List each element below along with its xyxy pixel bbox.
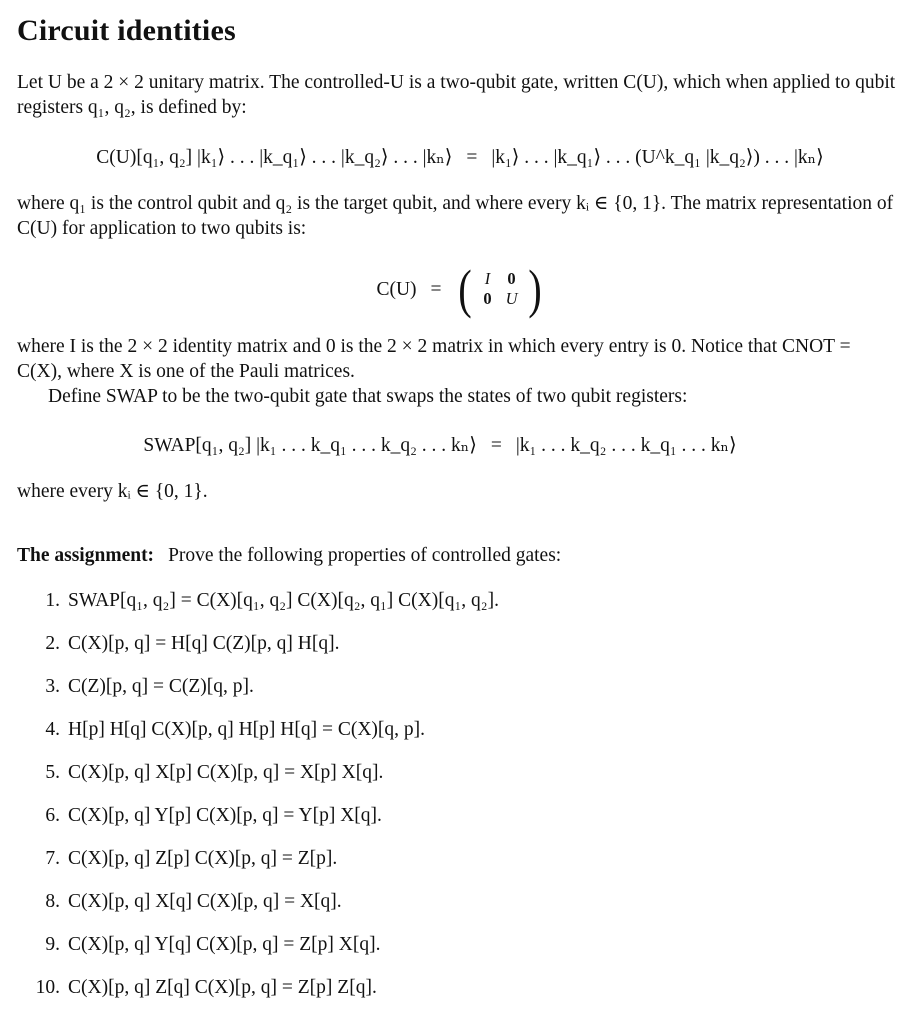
block-matrix: [456, 259, 544, 319]
item-number: 10.: [35, 977, 60, 998]
properties-list: [0, 588, 920, 1018]
assignment-heading: [17, 543, 561, 568]
control-target-paragraph: where q₁ is the control qubit and q₂ is the target qubit, and where every kᵢ ∈ {0, 1}. The matrix representation of C(U) for application to two qubits is:: [17, 193, 894, 239]
item-formula: C(X)[p, q] X[q] C(X)[p, q] = X[q].: [68, 891, 342, 912]
equation-rhs: |k₁⟩ . . . |k_q₁⟩ . . . (U^k_q₁ |k_q₂⟩) . . . |kₙ⟩: [491, 147, 824, 168]
identity-matrix-paragraph: where I is the 2 × 2 identity matrix and 0 is the 2 × 2 matrix in which every entry is 0. Notice that CNOT = C(X), where X is one of the Pauli matrices.: [17, 336, 851, 382]
list-item: [0, 889, 920, 932]
item-number: 7.: [45, 848, 60, 869]
item-number: 8.: [45, 891, 60, 912]
item-number: 9.: [45, 934, 60, 955]
matrix-cell: 0: [507, 269, 516, 288]
list-item: [0, 760, 920, 803]
matrix-cell: I: [484, 269, 491, 288]
list-item: [0, 631, 920, 674]
item-number: 6.: [45, 805, 60, 826]
list-item: [0, 588, 920, 631]
item-formula: C(X)[p, q] Y[p] C(X)[p, q] = Y[p] X[q].: [68, 805, 382, 826]
page-title: Circuit identities: [17, 14, 236, 47]
equation-relation: =: [466, 147, 478, 168]
swap-equation-rhs: |k₁ . . . k_q₂ . . . k_q₁ . . . kₙ⟩: [515, 435, 737, 456]
controlled-u-matrix-equation: [0, 259, 920, 319]
swap-definition-equation: [0, 433, 900, 458]
assignment-text: Prove the following properties of controlled gates:: [168, 545, 562, 566]
item-formula: C(X)[p, q] Z[q] C(X)[p, q] = Z[p] Z[q].: [68, 977, 377, 998]
item-formula: C(X)[p, q] Z[p] C(X)[p, q] = Z[p].: [68, 848, 338, 869]
left-paren: (: [457, 259, 472, 319]
item-number: 2.: [45, 633, 60, 654]
swap-definition-paragraph: Define SWAP to be the two-qubit gate that swaps the states of two qubit registers:: [48, 386, 688, 407]
list-item: [0, 717, 920, 760]
controlled-u-definition-equation: [0, 145, 920, 170]
equation-lhs: C(U)[q₁, q₂] |k₁⟩ . . . |k_q₁⟩ . . . |k_q₂⟩ . . . |kₙ⟩: [96, 147, 453, 168]
item-number: 5.: [45, 762, 60, 783]
list-item: [0, 674, 920, 717]
item-formula: H[p] H[q] C(X)[p, q] H[p] H[q] = C(X)[q, p].: [68, 719, 426, 740]
list-item: [0, 975, 920, 1018]
matrix-grid: [476, 269, 524, 309]
item-number: 4.: [45, 719, 60, 740]
matrix-cell: U: [505, 289, 518, 308]
swap-equation-lhs: SWAP[q₁, q₂] |k₁ . . . k_q₁ . . . k_q₂ . . . kₙ⟩: [143, 435, 477, 456]
matrix-equation-lhs: C(U): [376, 278, 417, 300]
item-formula: SWAP[q₁, q₂] = C(X)[q₁, q₂] C(X)[q₂, q₁] C(X)[q₁, q₂].: [68, 590, 499, 611]
item-formula: C(X)[p, q] = H[q] C(Z)[p, q] H[q].: [68, 633, 340, 654]
item-formula: C(X)[p, q] Y[q] C(X)[p, q] = Z[p] X[q].: [68, 934, 381, 955]
assignment-label: The assignment:: [17, 545, 155, 566]
matrix-cell: 0: [483, 289, 492, 308]
list-item: [0, 803, 920, 846]
swap-equation-relation: =: [490, 435, 502, 456]
list-item: [0, 932, 920, 975]
intro-paragraph: Let U be a 2 × 2 unitary matrix. The controlled-U is a two-qubit gate, written C(U), which when applied to qubit registers q₁, q₂, is defined by:: [17, 72, 896, 118]
matrix-equation-relation: =: [430, 278, 442, 300]
list-item: [0, 846, 920, 889]
item-number: 3.: [45, 676, 60, 697]
where-every-k-text: where every kᵢ ∈ {0, 1}.: [17, 481, 208, 502]
item-number: 1.: [45, 590, 60, 611]
item-formula: C(X)[p, q] X[p] C(X)[p, q] = X[p] X[q].: [68, 762, 384, 783]
item-formula: C(Z)[p, q] = C(Z)[q, p].: [68, 676, 254, 697]
right-paren: ): [527, 259, 542, 319]
